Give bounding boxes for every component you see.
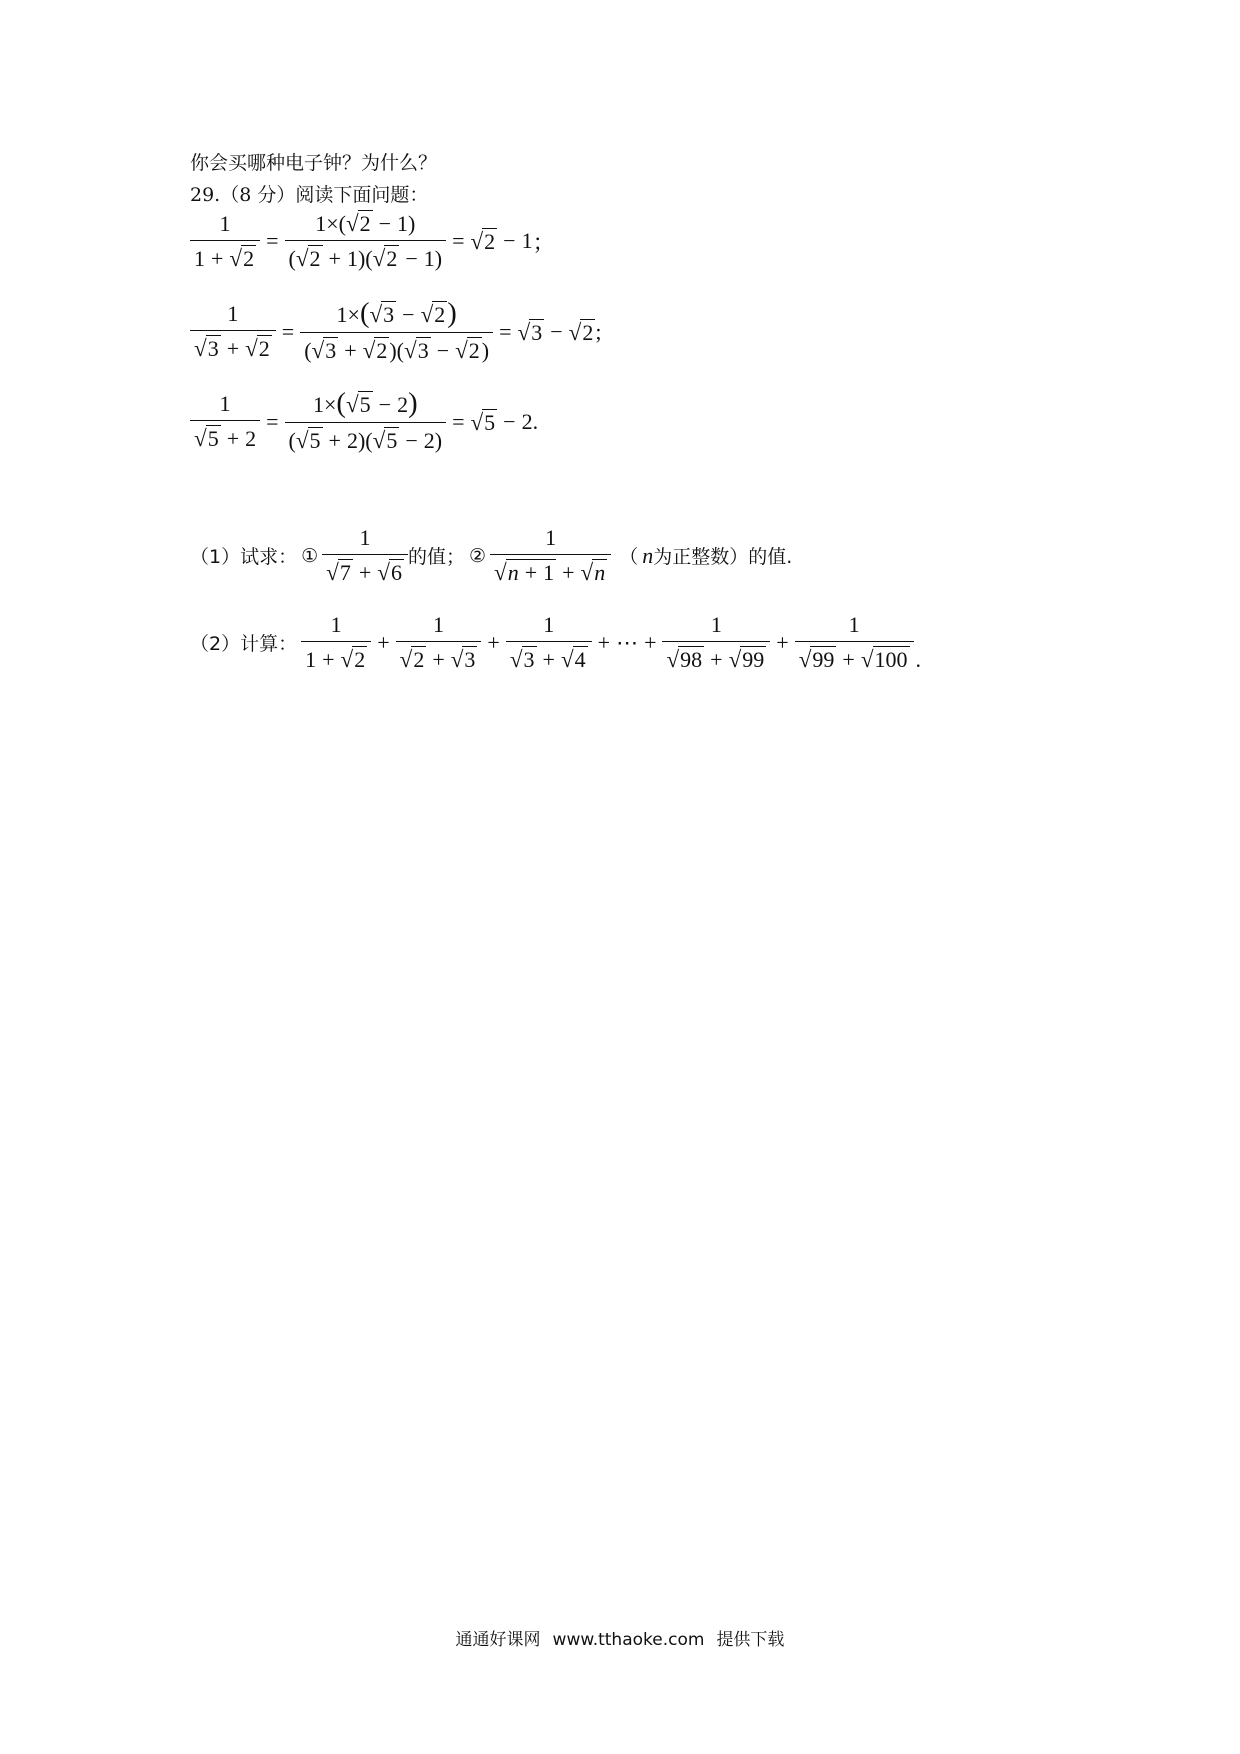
example-equation-2: 1 √ 3 + √ 2 = 1×( √ 3 − √ 2 ) ( √ 3 + √ 2 )( √ 3 − √ 2 ) = √ 3 − √ 2 ; (190, 300, 601, 364)
part-1-label: （1）试求： (190, 546, 298, 568)
example-equation-3: 1 √ 5 + 2 = 1×( √ 5 − 2) ( √ 5 + 2)( √ 5 − 2) = √ 5 − 2 . (190, 390, 538, 454)
fraction: 1×( √ 2 − 1) ( √ 2 + 1)( √ 2 − 1) (285, 210, 447, 272)
fraction: 1×( √ 5 − 2) ( √ 5 + 2)( √ 5 − 2) (285, 390, 447, 454)
fraction: 1×( √ 3 − √ 2 ) ( √ 3 + √ 2 )( √ 3 − √ 2 ) (300, 300, 493, 364)
part-2-label: （2）计算： (190, 633, 298, 655)
fraction: 1 √ 5 + 2 (190, 391, 260, 452)
fraction: 1 √ 3 + √ 4 (506, 612, 592, 673)
intro-question: 你会买哪种电子钟？为什么？ (190, 152, 438, 174)
fraction: 1 √ 2 + √ 3 (396, 612, 482, 673)
fraction: 1 √ 3 + √ 2 (190, 301, 276, 362)
example-equation-1: 1 1 + √ 2 = 1×( √ 2 − 1) ( √ 2 + 1)( √ 2 − 1) = √ 2 − 1 ； (190, 210, 555, 272)
part-2-end-mark: . (915, 647, 921, 672)
footer-url: www.tthaoke.com (552, 1630, 705, 1650)
fraction: 1 √ n + 1 + √ n (490, 525, 611, 586)
problem-number: 29. (190, 184, 221, 206)
equation-end-mark: ; (595, 318, 602, 344)
footer-suffix: 提供下载 (716, 1630, 785, 1650)
part-2-question: （2）计算： 1 1 + √ 2 + 1 √ 2 + √ 3 + 1 √ 3 + √ 4 + ⋯ + 1 √ 98 + √ 99 + 1 √ 99 + √ 100 . (190, 612, 921, 672)
page-footer (0, 1625, 1240, 1650)
fraction: 1 √ 99 + √ 100 (795, 612, 914, 673)
ellipsis: ⋯ (616, 629, 639, 655)
fraction: 1 √ 7 + √ 6 (322, 525, 408, 586)
part-1-question (190, 525, 796, 586)
variable-n: n (642, 542, 654, 568)
fraction: 1 1 + √ 2 (190, 211, 260, 272)
fraction: 1 √ 98 + √ 99 (662, 612, 770, 673)
equation-end-mark: ； (532, 229, 555, 255)
problem-heading (190, 183, 428, 207)
part-1-mid-text: 的值； (407, 546, 465, 568)
part-1-paren: （ (619, 546, 639, 568)
equation-end-mark: . (532, 408, 539, 434)
part-1-condition: 为正整数）的值. (653, 546, 793, 568)
circle-number-1: ① (301, 544, 319, 567)
fraction: 1 1 + √ 2 (301, 612, 371, 673)
circle-number-2: ② (468, 544, 486, 567)
problem-score: （8 分） (220, 184, 296, 206)
footer-site-name: 通通好课网 (455, 1630, 541, 1650)
problem-instruction: 阅读下面问题： (295, 184, 429, 206)
